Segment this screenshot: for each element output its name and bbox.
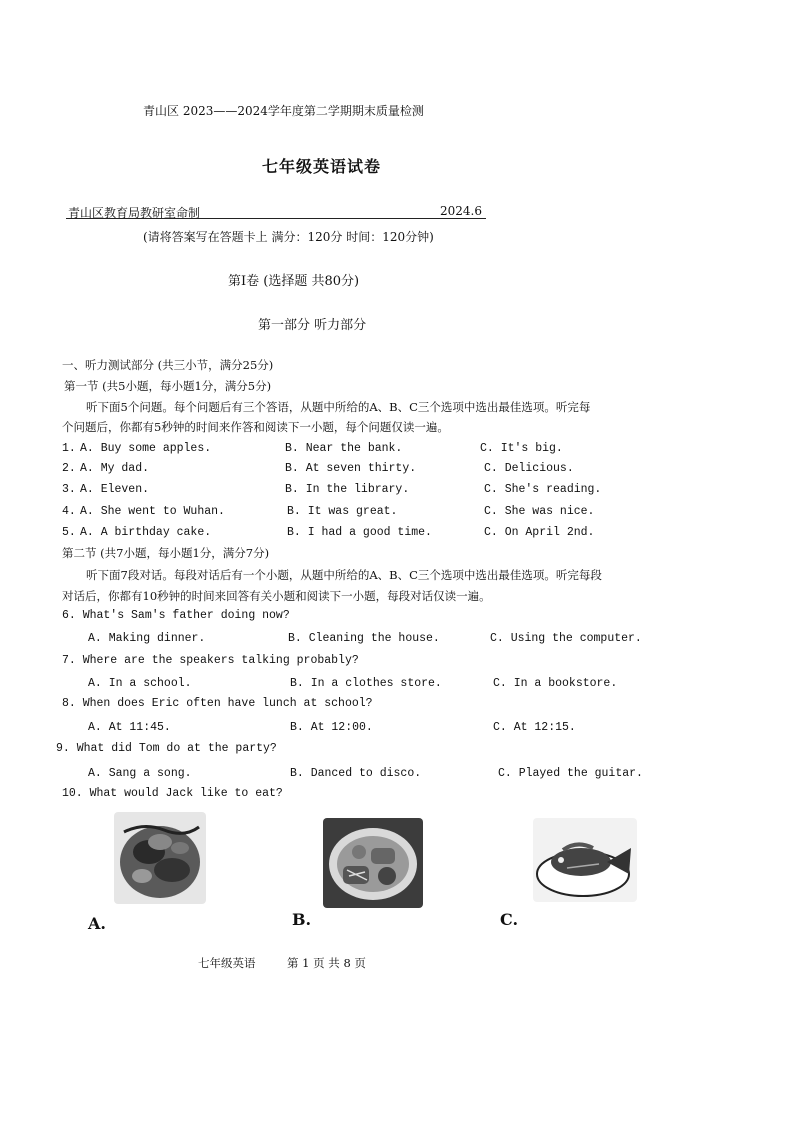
question-stem: 8. When does Eric often have lunch at school? (62, 697, 373, 710)
sec1-instruction-line2: 个问题后，你都有5秒钟的时间来作答和阅读下一小题，每个问题仅读一遍。 (62, 420, 449, 434)
volume-heading: 第Ⅰ卷 (选择题 共80分) (228, 274, 360, 289)
sec2-heading: 第二节 (共7小题，每小题1分，满分7分) (62, 546, 270, 560)
option-a: A. Eleven. (80, 483, 150, 496)
food-picture-b (323, 818, 423, 908)
question-stem: 7. Where are the speakers talking probably? (62, 654, 359, 667)
food-picture-c (533, 818, 637, 902)
answer-note: (请将答案写在答题卡上 满分：120分 时间：120分钟) (143, 230, 434, 244)
option-a: A. At 11:45. (88, 721, 171, 734)
part-heading: 第一部分 听力部分 (258, 318, 367, 333)
option-b: B. At 12:00. (290, 721, 373, 734)
sec1-heading: 第一节 (共5小题，每小题1分，满分5分) (64, 379, 272, 393)
sec2-instruction-line1: 听下面7段对话。每段对话后有一个小题，从题中所给的A、B、C三个选项中选出最佳选项。听完每段 (86, 568, 602, 582)
option-c: C. Delicious. (484, 462, 574, 475)
option-a: A. Buy some apples. (80, 442, 212, 455)
option-a: A. My dad. (80, 462, 150, 475)
sec1-instruction-line1: 听下面5个问题。每个问题后有三个答语，从题中所给的A、B、C三个选项中选出最佳选项。听完每 (86, 400, 591, 414)
question-stem: 9. What did Tom do at the party? (56, 742, 277, 755)
issuer: 青山区教育局教研室命制 (68, 206, 201, 220)
option-a: A. A birthday cake. (80, 526, 212, 539)
question-number: 4. (62, 505, 76, 518)
option-b: B. It was great. (287, 505, 398, 518)
option-c: C. It's big. (480, 442, 563, 455)
footer-page-number: 第 1 页 共 8 页 (287, 956, 366, 970)
option-c: C. On April 2nd. (484, 526, 595, 539)
q10-option-a-label: A. (88, 914, 106, 933)
option-b: B. At seven thirty. (285, 462, 417, 475)
option-b: B. In the library. (285, 483, 410, 496)
option-b: B. Cleaning the house. (288, 632, 440, 645)
food-picture-a (114, 812, 206, 904)
option-c: C. In a bookstore. (493, 677, 618, 690)
q10-option-c-label: C. (500, 910, 519, 929)
option-a: A. In a school. (88, 677, 192, 690)
option-b: B. I had a good time. (287, 526, 432, 539)
sec2-instruction-line2: 对话后，你都有10秒钟的时间来回答有关小题和阅读下一小题，每段对话仅读一遍。 (62, 589, 491, 603)
option-c: C. Using the computer. (490, 632, 642, 645)
exam-region-title: 青山区 2023——2024学年度第二学期期末质量检测 (143, 104, 424, 118)
question-stem: 6. What's Sam's father doing now? (62, 609, 290, 622)
paper-title: 七年级英语试卷 (262, 157, 382, 176)
option-b: B. Danced to disco. (290, 767, 422, 780)
header-rule (66, 218, 486, 219)
option-a: A. She went to Wuhan. (80, 505, 225, 518)
question-number: 1. (62, 442, 76, 455)
footer-subject: 七年级英语 (198, 956, 256, 970)
question-number: 3. (62, 483, 76, 496)
section-heading: 一、听力测试部分 (共三小节，满分25分) (62, 358, 274, 372)
option-a: A. Sang a song. (88, 767, 192, 780)
option-b: B. Near the bank. (285, 442, 403, 455)
question-number: 2. (62, 462, 76, 475)
option-c: C. She's reading. (484, 483, 602, 496)
option-b: B. In a clothes store. (290, 677, 442, 690)
option-c: C. She was nice. (484, 505, 595, 518)
question-number: 5. (62, 526, 76, 539)
issue-date: 2024.6 (440, 204, 482, 218)
option-a: A. Making dinner. (88, 632, 206, 645)
q10-option-b-label: B. (292, 910, 312, 929)
option-c: C. Played the guitar. (498, 767, 643, 780)
option-c: C. At 12:15. (493, 721, 576, 734)
question-10-stem: 10. What would Jack like to eat? (62, 787, 283, 800)
